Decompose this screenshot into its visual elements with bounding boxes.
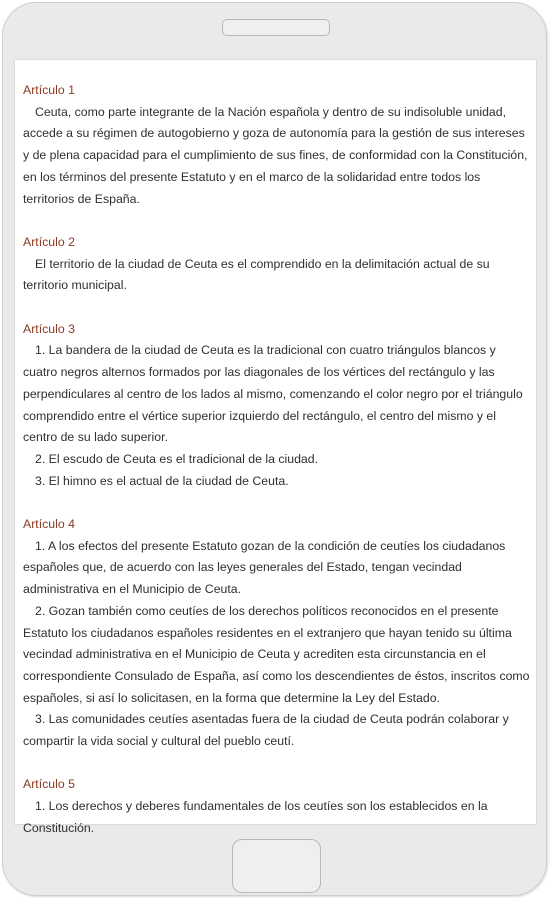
- statute-text: [23, 80, 533, 861]
- article-5: [23, 774, 533, 839]
- article-paragraph: 1. A los efectos del presente Estatuto gozan de la condición de ceutíes los ciudadanos españoles que, de acuerdo con las leyes generales del Estado, tengan vecindad administrativa en el Municipio de Ceuta.: [23, 538, 506, 597]
- article-paragraph: 2. El escudo de Ceuta es el tradicional de la ciudad.: [35, 451, 319, 466]
- article-paragraph: 2. Gozan también como ceutíes de los derechos políticos reconocidos en el presente Estatuto los ciudadanos españoles residentes en el extranjero que hayan tenido su última vecindad administrativa en el Municipio de Ceuta y acrediten esta circunstancia en el correspondiente Consulado de España, así como los descendientes de éstos, inscritos como españoles, si así lo solicitasen, en la forma que determine la Ley del Estado.: [23, 603, 530, 705]
- article-2: [23, 232, 533, 297]
- article-paragraph: 1. Los derechos y deberes fundamentales de los ceutíes son los establecidos en la Constitución.: [23, 799, 488, 835]
- article-title: Artículo 4: [23, 517, 75, 532]
- article-paragraph: Ceuta, como parte integrante de la Nación española y dentro de su indisoluble unidad, accede a su régimen de autogobierno y goza de autonomía para la gestión de sus intereses y de plena capacidad para el cumplimiento de sus fines, de conformidad con la Constitución, en los términos del presente Estatuto y en el marco de la solidaridad entre todos los territorios de España.: [23, 104, 528, 206]
- article-title: Artículo 2: [23, 234, 75, 249]
- article-title: Artículo 5: [23, 777, 75, 792]
- article-paragraph: 1. La bandera de la ciudad de Ceuta es la tradicional con cuatro triángulos blancos y cuatro negros alternos formados por las diagonales de los vértices del rectángulo y las perpendiculares al centro de los lados al mismo, comenzando el color negro por el triángulo comprendido entre el vértice superior izquierdo del rectángulo, el centro del mismo y el centro de su lado superior.: [23, 343, 523, 445]
- article-1: [23, 80, 533, 210]
- phone-screen[interactable]: [14, 59, 537, 835]
- speaker-grille: [222, 19, 330, 36]
- article-4: [23, 514, 533, 753]
- phone-frame: [2, 2, 547, 896]
- article-3: [23, 319, 533, 493]
- article-paragraph: 3. Las comunidades ceutíes asentadas fuera de la ciudad de Ceuta podrán colaborar y compartir la vida social y cultural del pueblo ceutí.: [23, 712, 509, 749]
- article-paragraph: El territorio de la ciudad de Ceuta es el comprendido en la delimitación actual de su territorio municipal.: [23, 256, 490, 293]
- article-paragraph: 3. El himno es el actual de la ciudad de Ceuta.: [35, 473, 289, 488]
- home-button[interactable]: [232, 839, 321, 893]
- article-title: Artículo 1: [23, 83, 75, 97]
- article-title: Artículo 3: [23, 321, 75, 336]
